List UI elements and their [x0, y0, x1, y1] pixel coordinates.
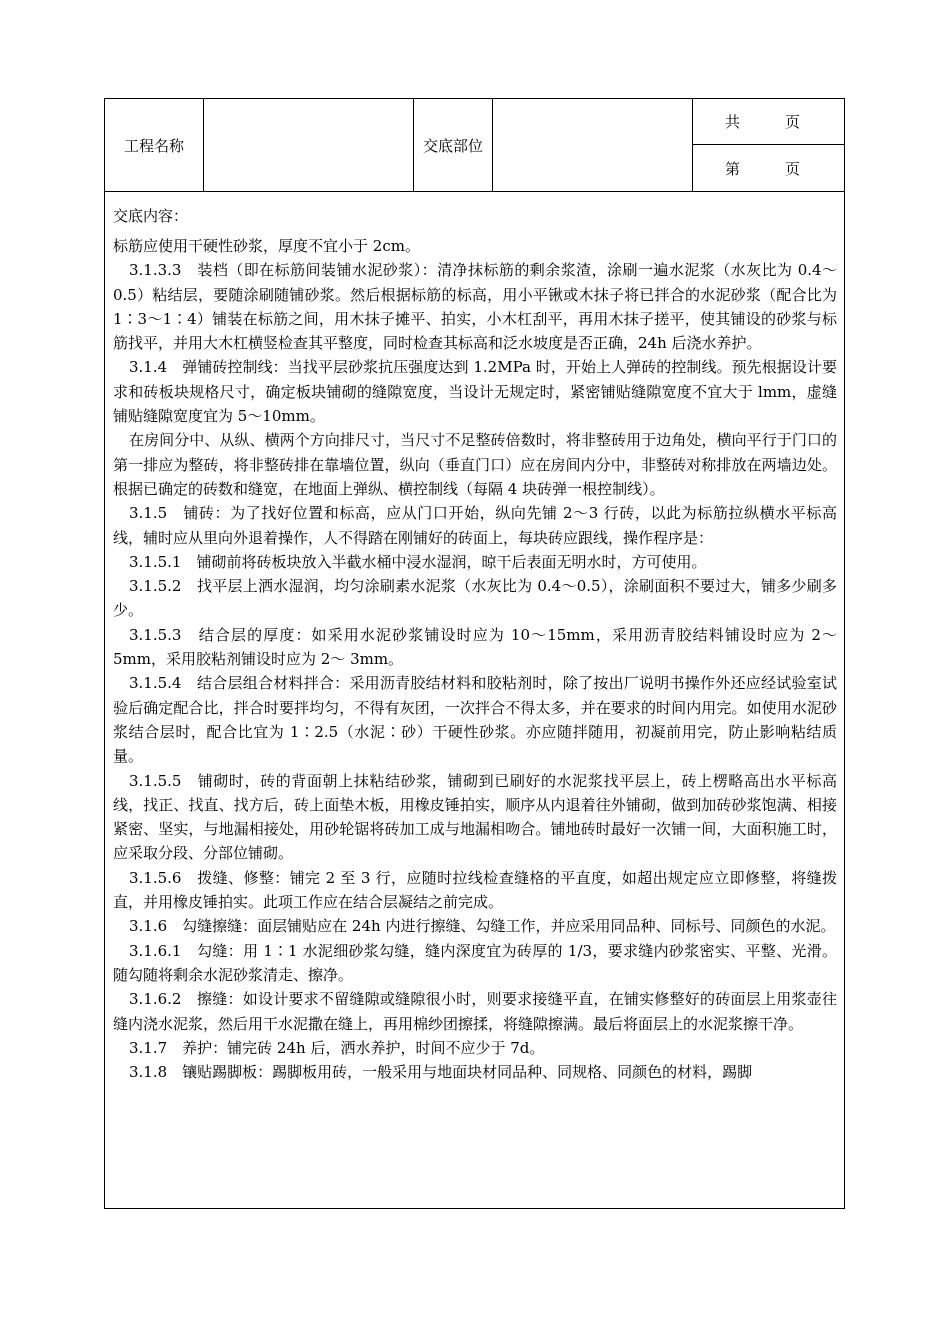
paragraph: 3.1.5.1 铺砌前将砖板块放入半截水桶中浸水湿润，晾干后表面无明水时，方可使用。 — [129, 552, 707, 571]
paragraph: 3.1.4 弹铺砖控制线：当找平层砂浆抗压强度达到 1.2MPa 时，开始上人弹砖的控制线。预先根据设计要求和砖板块规格尺寸，确定板块铺砌的缝隙宽度，当设计无规定时，紧密铺贴缝隙宽度不宜大于 lmm，虚缝铺贴缝隙宽度宜为 5～10mm。 — [113, 358, 837, 426]
paragraph: 在房间分中、从纵、横两个方向排尺寸，当尺寸不足整砖倍数时，将非整砖用于边角处，横向平行于门口的第一排应为整砖，将非整砖排在靠墙位置，纵向（垂直门口）应在房间内分中，非整砖对称排放在两墙边处。根据已确定的砖数和缝宽，在地面上弹纵、横控制线（每隔 4 块砖弹一根控制线）。 — [113, 431, 837, 498]
paragraph: 3.1.8 镶贴踢脚板：踢脚板用砖，一般采用与地面块材同品种、同规格、同颜色的材料，踢脚 — [129, 1063, 753, 1082]
disclosure-content — [113, 204, 837, 1084]
paragraph: 3.1.5.4 结合层组合材料拌合：采用沥青胶结材料和胶粘剂时，除了按出厂说明书操作外还应经试验室试验后确定配合比，拌合时要拌均匀，不得有灰团，一次拌合不得太多，并在要求的时间内用完。如使用水泥砂浆结合层时，配合比宜为 1∶2.5（水泥∶砂）干硬性砂浆。亦应随拌随用，初凝前用完，防止影响粘结质量。 — [113, 674, 837, 766]
page-number: 第 页 — [725, 159, 801, 178]
disclosure-part-label: 交底部位 — [414, 99, 493, 191]
total-pages: 共 页 — [693, 99, 844, 145]
paragraph: 3.1.5 铺砖：为了找好位置和标高，应从门口开始，纵向先铺 2～3 行砖，以此为标筋拉纵横水平标高线，辅时应从里向外退着操作，人不得踏在刚铺好的砖面上，每块砖应跟线，操作程序是： — [113, 504, 837, 547]
paragraph: 3.1.6.1 勾缝：用 1∶1 水泥细砂浆勾缝，缝内深度宜为砖厚的 1/3，要求缝内砂浆密实、平整、光滑。随勾随将剩余水泥砂浆清走、擦净。 — [113, 941, 837, 984]
page-count-cell — [693, 99, 844, 191]
disclosure-form — [104, 98, 845, 1209]
disclosure-part-value — [493, 99, 693, 191]
paragraph: 3.1.5.2 找平层上洒水湿润，均匀涂刷素水泥浆（水灰比为 0.4～0.5），涂刷面积不要过大，铺多少刷多少。 — [113, 577, 837, 620]
project-name-label: 工程名称 — [105, 99, 204, 191]
paragraph: 3.1.5.6 拨缝、修整：铺完 2 至 3 行，应随时拉线检查缝格的平直度，如超出规定应立即修整，将缝拨直，并用橡皮锤拍实。此项工作应在结合层凝结之前完成。 — [113, 868, 837, 912]
paragraph: 3.1.7 养护：铺完砖 24h 后，洒水养护，时间不应少于 7d。 — [129, 1038, 545, 1057]
project-name-value — [204, 99, 414, 191]
content-label: 交底内容： — [113, 207, 189, 225]
paragraph: 标筋应使用干硬性砂浆，厚度不宜小于 2cm。 — [113, 237, 420, 255]
paragraph: 3.1.3.3 装档（即在标筋间装铺水泥砂浆）：清净抹标筋的剩余浆渣，涂刷一遍水泥浆（水灰比为 0.4～0.5）粘结层，要随涂刷随铺砂浆。然后根据标筋的标高，用小平锹或木抹子将已拌合的水泥砂浆（配合比为 1∶3～1∶4）铺装在标筋之间，用木抹子摊平、拍实，小木杠刮平，再用木抹子搓平，使其铺设的砂浆与标筋找平，并用大木杠横竖检查其平整度，同时检查其标高和泛水坡度是否正确，24h 后浇水养护。 — [113, 261, 837, 353]
form-header — [105, 99, 844, 192]
paragraph: 3.1.5.5 铺砌时，砖的背面朝上抹粘结砂浆，铺砌到已刷好的水泥浆找平层上，砖上楞略高出水平标高线，找正、找直、找方后，砖上面垫木板，用橡皮锤拍实，顺序从内退着往外铺砌，做到加砖砂浆饱满、相接紧密、坚实，与地漏相接处，用砂轮锯将砖加工成与地漏相吻合。铺地砖时最好一次铺一间，大面积施工时，应采取分段、分部位铺砌。 — [113, 771, 837, 863]
paragraph: 3.1.6 勾缝擦缝：面层铺贴应在 24h 内进行擦缝、勾缝工作，并应采用同品种、同标号、同颜色的水泥。 — [129, 917, 836, 936]
paragraph: 3.1.5.3 结合层的厚度：如采用水泥砂浆铺设时应为 10～15mm，采用沥青胶结料铺设时应为 2～5mm，采用胶粘剂铺设时应为 2～ 3mm。 — [113, 625, 837, 669]
paragraph: 3.1.6.2 擦缝：如设计要求不留缝隙或缝隙很小时，则要求接缝平直，在铺实修整好的砖面层上用浆壶往缝内浇水泥浆，然后用干水泥撒在缝上，再用棉纱团擦揉，将缝隙擦满。最后将面层上的水泥浆擦干净。 — [113, 990, 837, 1033]
